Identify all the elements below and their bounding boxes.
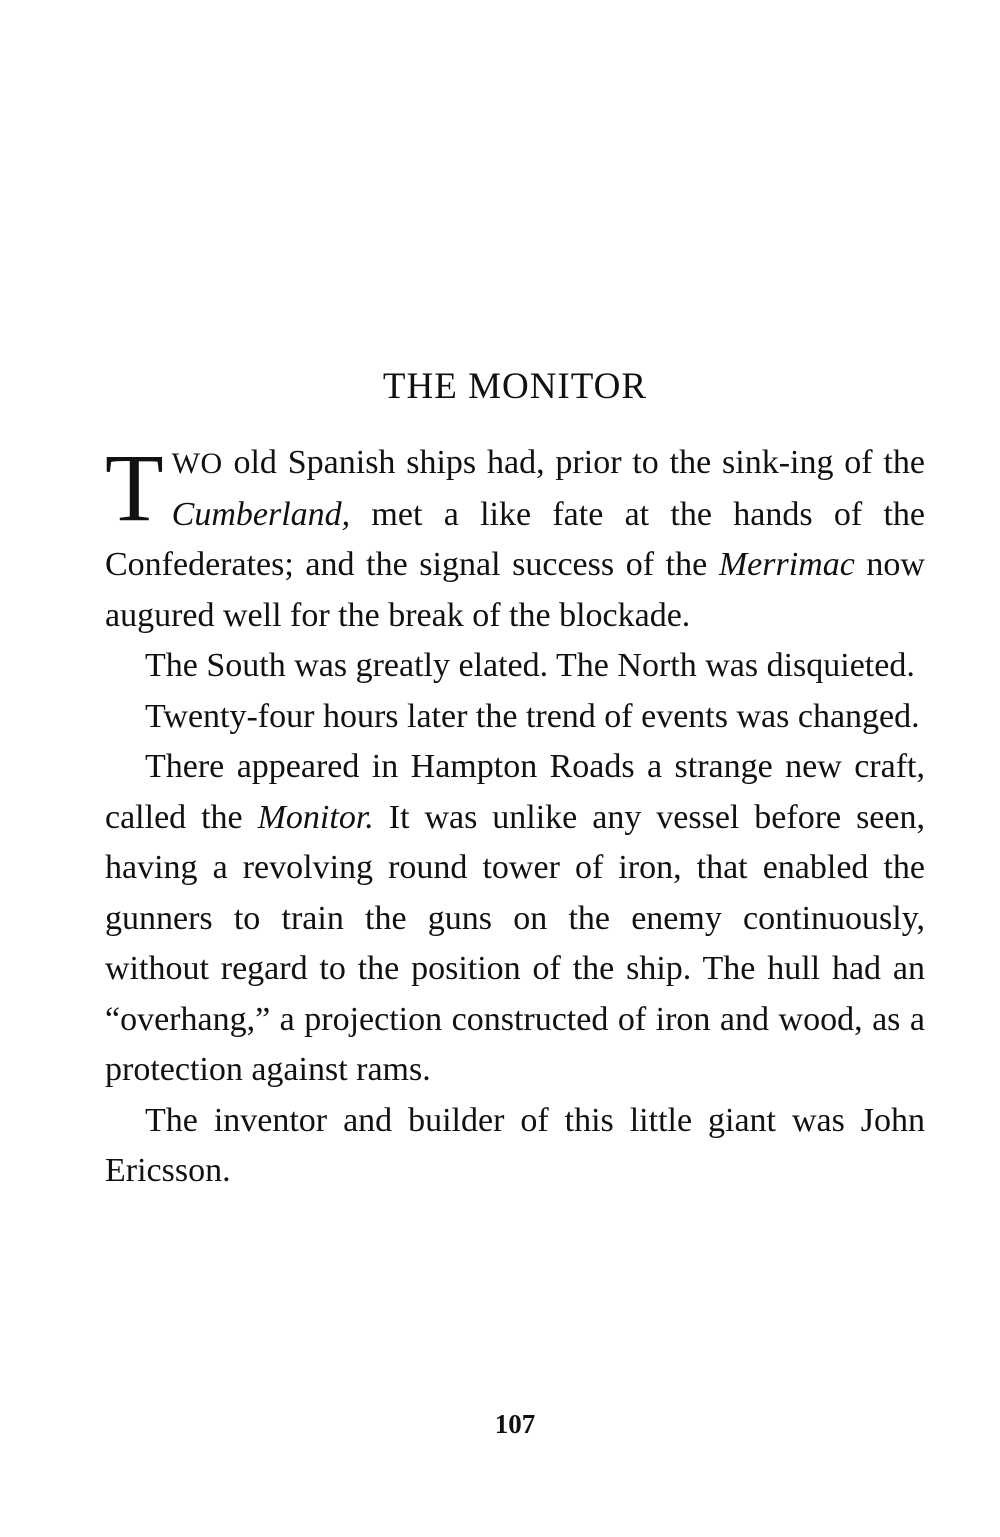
paragraph-2-text: The South was greatly elated. The North was disquieted.: [145, 647, 915, 684]
paragraph-5: [105, 1096, 925, 1197]
page-number: 107: [494, 1409, 536, 1439]
paragraph-3: [105, 692, 925, 743]
body-text: [105, 434, 925, 1197]
paragraph-5-text: The inventor and builder of this little giant was John Ericsson.: [105, 1101, 925, 1189]
paragraph-1-text-b: met a like fate at the hands of the Confederates; and the signal success of the: [105, 495, 925, 583]
chapter-title: THE MONITOR: [382, 366, 648, 407]
paragraph-1-text-c: now augured well for the break of the blockade.: [105, 546, 925, 634]
paragraph-1-text-a: old Spanish ships had, prior to the sink-ing of the: [222, 444, 925, 481]
drop-cap: T: [105, 434, 164, 541]
ship-name-cumberland: Cumberland,: [171, 495, 351, 533]
book-page: [105, 0, 925, 1537]
paragraph-4-text-a: There appeared in Hampton Roads a strange new craft, called the: [105, 748, 925, 836]
paragraph-4: [105, 742, 925, 1096]
ship-name-merrimac: Merrimac: [718, 546, 855, 583]
paragraph-1: [105, 434, 925, 641]
paragraph-2: [105, 641, 925, 692]
paragraph-3-text: Twenty-four hours later the trend of events was changed.: [145, 697, 920, 735]
paragraph-4-text-b: It was unlike any vessel before seen, having a revolving round tower of iron, that enabled the gunners to train the guns on the enemy continuously, without regard to the position of the ship. The hull had an “overhang,” a projection constructed of iron and wood, as a protection against rams.: [105, 798, 925, 1088]
ship-name-monitor: Monitor.: [257, 798, 374, 836]
small-caps-text: WO: [171, 447, 223, 480]
